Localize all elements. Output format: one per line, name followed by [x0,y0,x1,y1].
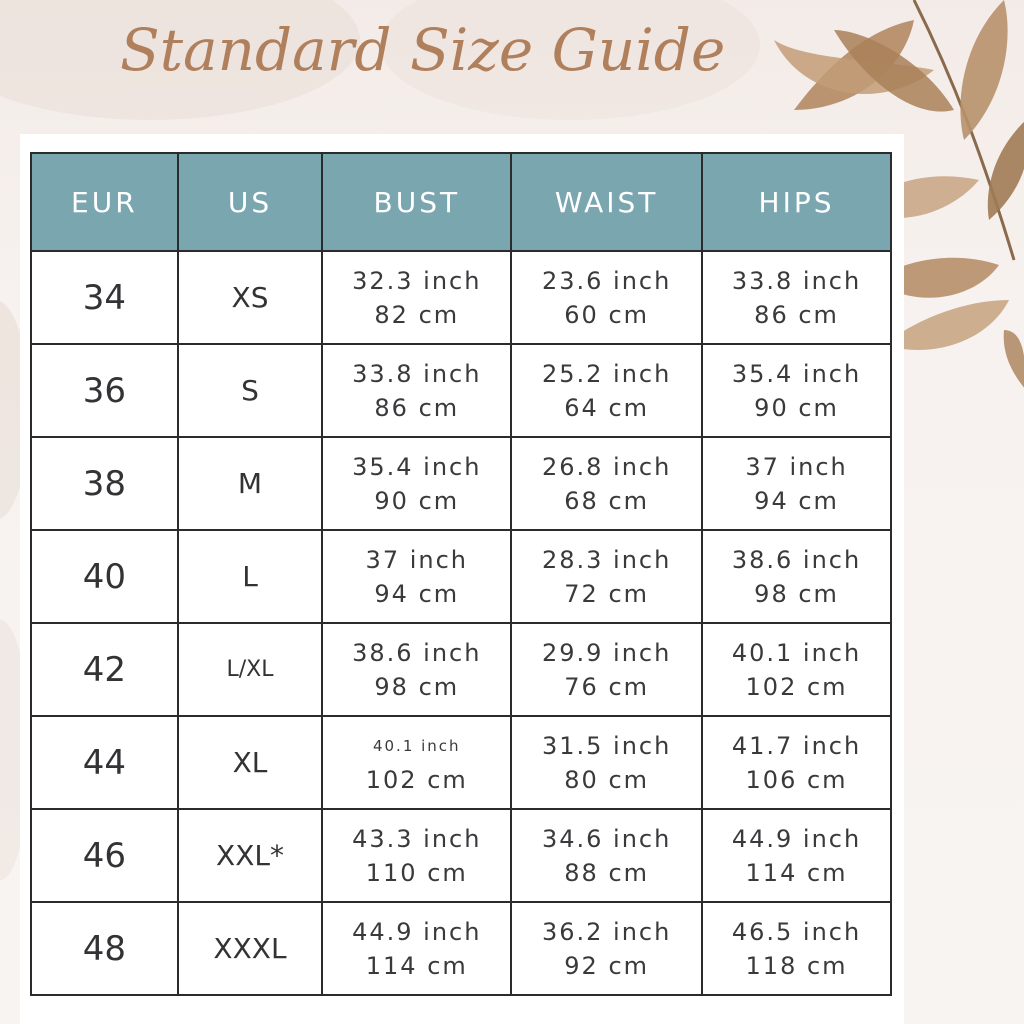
waist-cm: 60 cm [564,300,650,329]
waist-cm: 88 cm [564,858,650,887]
header-us: US [178,153,323,251]
eur-size: 48 [31,902,178,995]
waist-cm: 64 cm [564,393,650,422]
waist-inch: 31.5 inch [541,731,672,760]
waist-cm: 80 cm [564,765,650,794]
bust-cm: 102 cm [365,765,468,794]
us-size: L/XL [178,623,323,716]
table-row [31,437,891,530]
us-size: XL [178,716,323,809]
bust-cell [322,344,511,437]
table-row [31,344,891,437]
waist-cell [511,716,702,809]
waist-cm: 68 cm [564,486,650,515]
waist-inch: 26.8 inch [541,452,672,481]
waist-inch: 28.3 inch [541,545,672,574]
waist-inch: 23.6 inch [541,266,672,295]
bust-cm: 90 cm [374,486,460,515]
hips-cell [702,902,891,995]
bust-cm: 82 cm [374,300,460,329]
waist-cell [511,902,702,995]
us-size: M [178,437,323,530]
header-bust: BUST [322,153,511,251]
eur-size: 46 [31,809,178,902]
bust-cm: 98 cm [374,672,460,701]
eur-size: 42 [31,623,178,716]
hips-cm: 94 cm [754,486,839,515]
table-row [31,251,891,344]
bust-cell [322,902,511,995]
bust-inch: 43.3 inch [352,824,482,853]
hips-cell [702,623,891,716]
header-eur: EUR [31,153,178,251]
hips-cell [702,437,891,530]
table-row [31,902,891,995]
bust-cell [322,809,511,902]
bust-inch: 40.1 inch [372,736,461,755]
waist-cell [511,437,702,530]
eur-size: 44 [31,716,178,809]
us-size: L [178,530,323,623]
bust-inch: 44.9 inch [352,917,482,946]
eur-size: 36 [31,344,178,437]
waist-cell [511,251,702,344]
hips-cell [702,251,891,344]
waist-cell [511,530,702,623]
eur-size: 38 [31,437,178,530]
bust-inch: 37 inch [365,545,468,574]
hips-inch: 40.1 inch [731,638,862,667]
table-row [31,530,891,623]
hips-inch: 37 inch [745,452,848,481]
table-header-row [31,153,891,251]
hips-inch: 35.4 inch [731,359,862,388]
waist-cm: 72 cm [564,579,650,608]
eur-size: 34 [31,251,178,344]
hips-inch: 38.6 inch [731,545,862,574]
header-hips: HIPS [702,153,891,251]
us-size: XXXL [178,902,323,995]
hips-inch: 46.5 inch [731,917,862,946]
waist-cm: 92 cm [564,951,650,980]
hips-cm: 90 cm [754,393,839,422]
table-row [31,623,891,716]
hips-cm: 118 cm [745,951,848,980]
eur-size: 40 [31,530,178,623]
bust-inch: 33.8 inch [352,359,482,388]
table-row [31,716,891,809]
bust-cell [322,623,511,716]
bust-cm: 86 cm [374,393,460,422]
waist-cell [511,809,702,902]
hips-cell [702,716,891,809]
hips-inch: 33.8 inch [731,266,862,295]
hips-cm: 114 cm [745,858,848,887]
waist-inch: 34.6 inch [541,824,672,853]
waist-cell [511,623,702,716]
bust-cm: 94 cm [374,579,460,608]
hips-cell [702,530,891,623]
waist-cm: 76 cm [564,672,650,701]
page-title: Standard Size Guide [120,16,726,84]
bust-cell [322,530,511,623]
bust-cm: 114 cm [365,951,468,980]
hips-cm: 86 cm [754,300,839,329]
waist-inch: 36.2 inch [541,917,672,946]
waist-cell [511,344,702,437]
table-row [31,809,891,902]
bust-inch: 32.3 inch [352,266,482,295]
hips-cm: 106 cm [745,765,848,794]
waist-inch: 29.9 inch [541,638,672,667]
bust-cm: 110 cm [365,858,468,887]
hips-cell [702,809,891,902]
us-size: S [178,344,323,437]
us-size: XXL* [178,809,323,902]
us-size: XS [178,251,323,344]
bust-inch: 35.4 inch [352,452,482,481]
bust-cell [322,251,511,344]
hips-inch: 41.7 inch [731,731,862,760]
hips-inch: 44.9 inch [731,824,862,853]
waist-inch: 25.2 inch [541,359,672,388]
bust-cell [322,716,511,809]
header-waist: WAIST [511,153,702,251]
hips-cm: 102 cm [745,672,848,701]
size-table [30,152,892,996]
hips-cm: 98 cm [754,579,839,608]
bust-cell [322,437,511,530]
bust-inch: 38.6 inch [352,638,482,667]
hips-cell [702,344,891,437]
